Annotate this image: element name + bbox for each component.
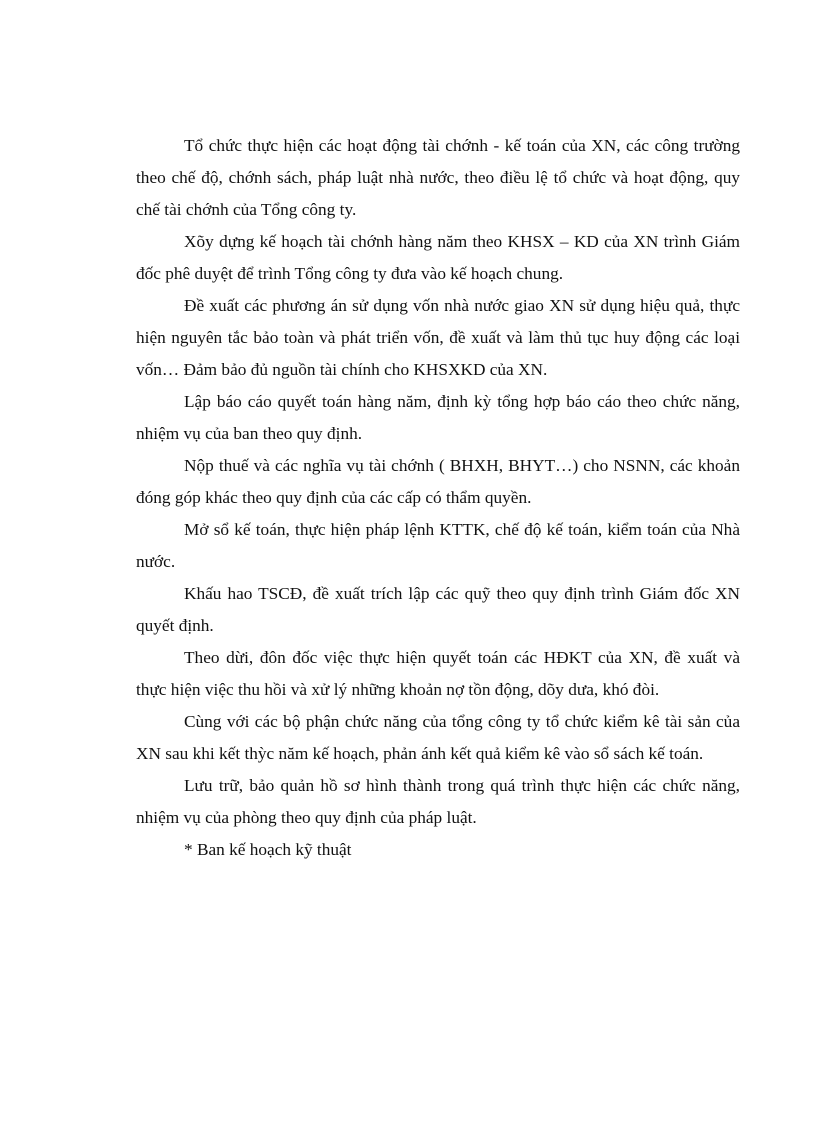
section-heading: * Ban kế hoạch kỹ thuật xyxy=(184,840,352,859)
paragraph-finance-accounting: Tổ chức thực hiện các hoạt động tài chớnh - kế toán của XN, các công trường theo chế độ, chớnh sách, pháp luật nhà nước, theo điều lệ tổ chức và hoạt động, quy chế tài chớnh của Tổng công ty. xyxy=(136,136,740,219)
paragraph-asset-inventory: Cùng với các bộ phận chức năng của tổng công ty tổ chức kiểm kê tài sản của XN sau khi kết thỳc năm kế hoạch, phản ánh kết quả kiểm kê vào sổ sách kế toán. xyxy=(136,712,740,763)
document-body xyxy=(136,130,740,866)
paragraph-capital-use: Đề xuất các phương án sử dụng vốn nhà nước giao XN sử dụng hiệu quả, thực hiện nguyên tắc bảo toàn và phát triển vốn, đề xuất và làm thủ tục huy động các loại vốn… Đảm bảo đủ nguồn tài chính cho KHSXKD của XN. xyxy=(136,296,740,379)
paragraph-depreciation: Khấu hao TSCĐ, đề xuất trích lập các quỹ theo quy định trình Giám đốc XN quyết định. xyxy=(136,584,740,635)
paragraph-records-storage: Lưu trữ, bảo quản hồ sơ hình thành trong quá trình thực hiện các chức năng, nhiệm vụ của phòng theo quy định của pháp luật. xyxy=(136,776,740,827)
paragraph-debt-recovery: Theo dừi, đôn đốc việc thực hiện quyết toán các HĐKT của XN, đề xuất và thực hiện việc thu hồi và xử lý những khoản nợ tồn động, dõy dưa, khó đòi. xyxy=(136,648,740,699)
paragraph-settlement-report: Lập báo cáo quyết toán hàng năm, định kỳ tổng hợp báo cáo theo chức năng, nhiệm vụ của ban theo quy định. xyxy=(136,392,740,443)
paragraph-tax-obligations: Nộp thuế và các nghĩa vụ tài chớnh ( BHXH, BHYT…) cho NSNN, các khoản đóng góp khác theo quy định của các cấp có thẩm quyền. xyxy=(136,456,740,507)
paragraph-annual-plan: Xõy dựng kế hoạch tài chớnh hàng năm theo KHSX – KD của XN trình Giám đốc phê duyệt để trình Tổng công ty đưa vào kế hoạch chung. xyxy=(136,232,740,283)
paragraph-accounting-books: Mở sổ kế toán, thực hiện pháp lệnh KTTK, chế độ kế toán, kiểm toán của Nhà nước. xyxy=(136,520,740,571)
